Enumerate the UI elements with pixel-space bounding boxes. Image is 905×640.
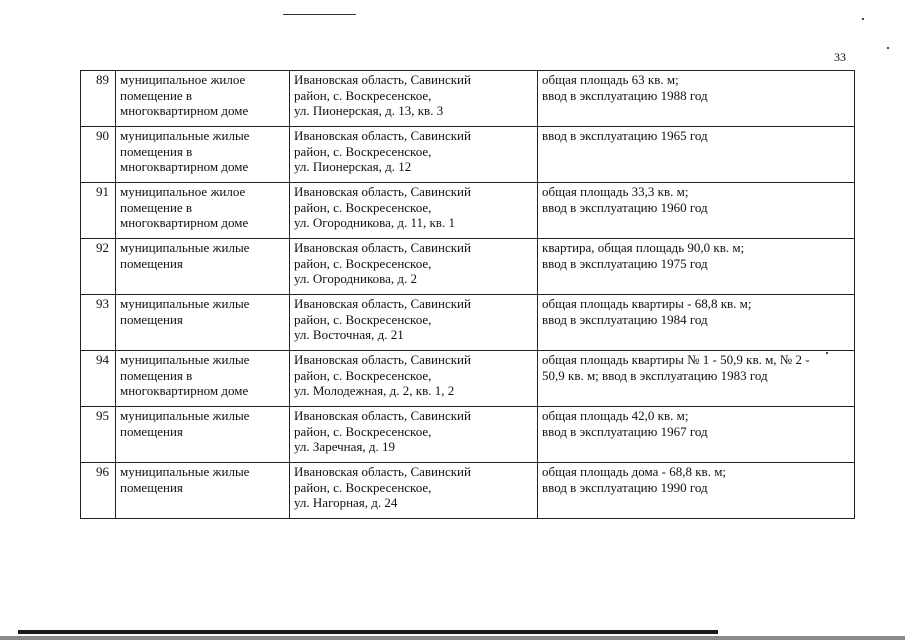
- object-details: общая площадь 33,3 кв. м; ввод в эксплуатацию 1960 год: [542, 184, 708, 215]
- object-details: общая площадь квартиры - 68,8 кв. м; ввод в эксплуатацию 1984 год: [542, 296, 752, 327]
- object-name: муниципальные жилые помещения: [120, 408, 250, 439]
- row-number: 91: [96, 184, 109, 199]
- details-cell: [538, 295, 855, 351]
- row-number-cell: [81, 127, 116, 183]
- object-name-cell: [116, 239, 290, 295]
- row-number-cell: [81, 407, 116, 463]
- row-number: 90: [96, 128, 109, 143]
- row-number: 89: [96, 72, 109, 87]
- table-row: [81, 295, 855, 351]
- object-name-cell: [116, 407, 290, 463]
- object-name: муниципальные жилые помещения: [120, 464, 250, 495]
- scan-speck: [887, 47, 889, 49]
- top-rule: [283, 14, 356, 15]
- object-name: муниципальные жилые помещения в многоквартирном доме: [120, 352, 250, 398]
- property-table: [80, 70, 855, 519]
- table-row: [81, 183, 855, 239]
- object-name-cell: [116, 71, 290, 127]
- details-cell: [538, 183, 855, 239]
- object-name: муниципальное жилое помещение в многоквартирном доме: [120, 72, 249, 118]
- object-address: Ивановская область, Савинский район, с. Воскресенское, ул. Молодежная, д. 2, кв. 1, 2: [294, 352, 471, 398]
- object-name-cell: [116, 127, 290, 183]
- object-name-cell: [116, 295, 290, 351]
- table-row: [81, 239, 855, 295]
- object-details: общая площадь 42,0 кв. м; ввод в эксплуатацию 1967 год: [542, 408, 708, 439]
- scan-edge-shadow: [0, 636, 905, 640]
- object-address: Ивановская область, Савинский район, с. Воскресенское, ул. Заречная, д. 19: [294, 408, 471, 454]
- object-details: квартира, общая площадь 90,0 кв. м; ввод в эксплуатацию 1975 год: [542, 240, 745, 271]
- row-number-cell: [81, 351, 116, 407]
- row-number: 93: [96, 296, 109, 311]
- object-address: Ивановская область, Савинский район, с. Воскресенское, ул. Огородникова, д. 11, кв. 1: [294, 184, 471, 230]
- object-name-cell: [116, 463, 290, 519]
- details-cell: [538, 351, 855, 407]
- object-name: муниципальные жилые помещения: [120, 240, 250, 271]
- row-number: 92: [96, 240, 109, 255]
- address-cell: [290, 127, 538, 183]
- details-cell: [538, 127, 855, 183]
- address-cell: [290, 295, 538, 351]
- object-address: Ивановская область, Савинский район, с. Воскресенское, ул. Пионерская, д. 13, кв. 3: [294, 72, 471, 118]
- object-details: общая площадь 63 кв. м; ввод в эксплуатацию 1988 год: [542, 72, 708, 103]
- address-cell: [290, 183, 538, 239]
- address-cell: [290, 407, 538, 463]
- object-name: муниципальные жилые помещения: [120, 296, 250, 327]
- page-number: 33: [834, 50, 846, 64]
- row-number: 96: [96, 464, 109, 479]
- scan-speck: [862, 18, 864, 20]
- details-cell: [538, 407, 855, 463]
- table-row: [81, 71, 855, 127]
- object-details: общая площадь дома - 68,8 кв. м; ввод в эксплуатацию 1990 год: [542, 464, 727, 495]
- row-number-cell: [81, 71, 116, 127]
- row-number-cell: [81, 239, 116, 295]
- details-cell: [538, 463, 855, 519]
- object-address: Ивановская область, Савинский район, с. Воскресенское, ул. Пионерская, д. 12: [294, 128, 471, 174]
- row-number: 94: [96, 352, 109, 367]
- object-address: Ивановская область, Савинский район, с. Воскресенское, ул. Восточная, д. 21: [294, 296, 471, 342]
- scan-edge-band: [18, 630, 718, 634]
- details-cell: [538, 71, 855, 127]
- table-row: [81, 127, 855, 183]
- details-cell: [538, 239, 855, 295]
- row-number-cell: [81, 295, 116, 351]
- object-name: муниципальное жилое помещение в многоквартирном доме: [120, 184, 249, 230]
- address-cell: [290, 71, 538, 127]
- address-cell: [290, 351, 538, 407]
- object-details: ввод в эксплуатацию 1965 год: [542, 128, 708, 143]
- object-address: Ивановская область, Савинский район, с. Воскресенское, ул. Нагорная, д. 24: [294, 464, 471, 510]
- table-row: [81, 351, 855, 407]
- object-name: муниципальные жилые помещения в многоквартирном доме: [120, 128, 250, 174]
- object-name-cell: [116, 183, 290, 239]
- object-details: общая площадь квартиры № 1 - 50,9 кв. м, № 2 - 50,9 кв. м; ввод в эксплуатацию 1983 год: [542, 352, 810, 383]
- row-number: 95: [96, 408, 109, 423]
- object-name-cell: [116, 351, 290, 407]
- object-address: Ивановская область, Савинский район, с. Воскресенское, ул. Огородникова, д. 2: [294, 240, 471, 286]
- table-row: [81, 463, 855, 519]
- address-cell: [290, 239, 538, 295]
- address-cell: [290, 463, 538, 519]
- table-row: [81, 407, 855, 463]
- row-number-cell: [81, 183, 116, 239]
- row-number-cell: [81, 463, 116, 519]
